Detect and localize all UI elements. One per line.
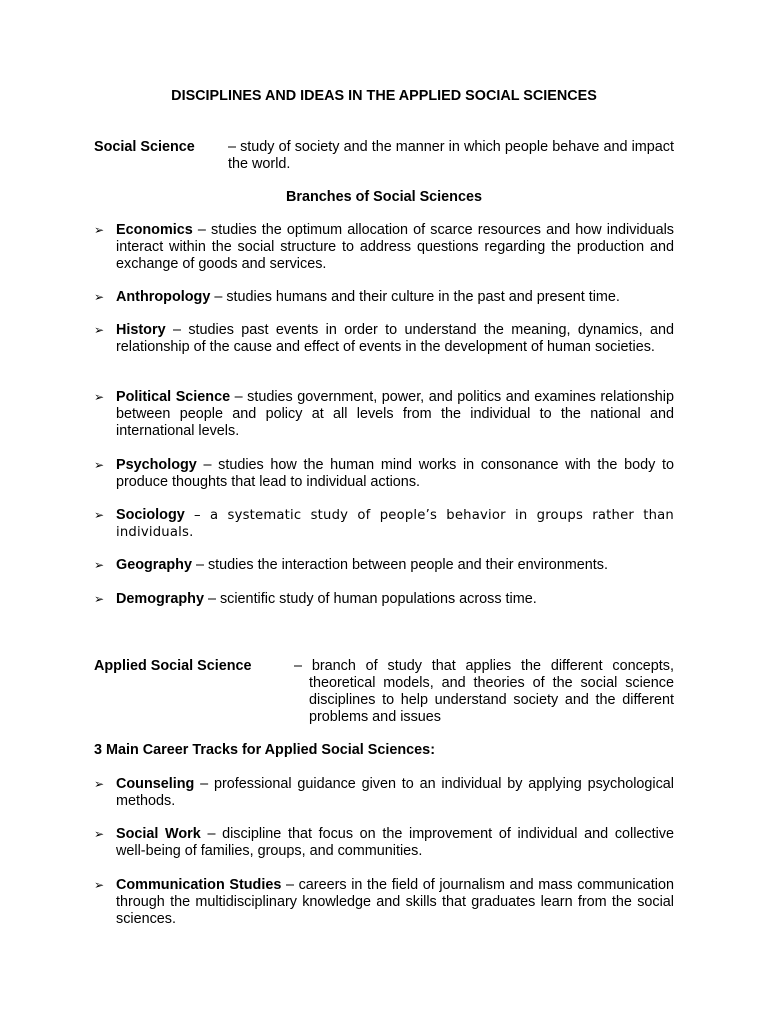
arrow-bullet-icon: ➢ (94, 878, 105, 892)
branch-sociology: Sociology – a systematic study of people’s behavior in groups rather than individuals. (116, 507, 674, 540)
list-item (94, 507, 674, 541)
arrow-bullet-icon: ➢ (94, 223, 105, 237)
branch-economics: Economics – studies the optimum allocation of scarce resources and how individuals interact within the social structure to address questions regarding the production and exchange of goods and services. (116, 222, 674, 272)
career-social-work: Social Work – discipline that focus on the improvement of individual and collective well-being of families, groups, and communities. (116, 826, 675, 859)
social-science-term: Social Science (94, 139, 195, 155)
arrow-bullet-icon: ➢ (94, 827, 105, 841)
list-item (94, 322, 674, 356)
arrow-bullet-icon: ➢ (94, 290, 105, 304)
branch-history: History – studies past events in order to understand the meaning, dynamics, and relationship of the cause and effect of events in the development of human societies. (116, 322, 674, 355)
arrow-bullet-icon: ➢ (94, 508, 105, 522)
document-title: DISCIPLINES AND IDEAS IN THE APPLIED SOCIAL SCIENCES (171, 88, 597, 104)
branch-geography: Geography – studies the interaction between people and their environments. (116, 557, 608, 573)
branch-anthropology: Anthropology – studies humans and their culture in the past and present time. (116, 289, 620, 305)
social-science-definition (94, 139, 674, 173)
arrow-bullet-icon: ➢ (94, 777, 105, 791)
branch-psychology: Psychology – studies how the human mind works in consonance with the body to produce thoughts that lead to individual actions. (116, 457, 674, 490)
career-communication-studies: Communication Studies – careers in the field of journalism and mass communication through the multidisciplinary knowledge and skills that graduates learn from the social sciences. (116, 877, 674, 927)
branches-heading: Branches of Social Sciences (286, 189, 482, 205)
arrow-bullet-icon: ➢ (94, 558, 105, 572)
list-item (94, 776, 674, 810)
list-item (94, 877, 674, 928)
list-item (94, 826, 674, 860)
applied-social-science-text: – branch of study that applies the different concepts, theoretical models, and theories of the social science disciplines to help understand society and the different problems and issues (294, 658, 674, 725)
arrow-bullet-icon: ➢ (94, 390, 105, 404)
list-item (94, 591, 674, 608)
branch-demography: Demography – scientific study of human populations across time. (116, 591, 537, 607)
career-tracks-heading: 3 Main Career Tracks for Applied Social Sciences: (94, 742, 435, 758)
social-science-text: – study of society and the manner in which people behave and impact the world. (228, 139, 674, 172)
arrow-bullet-icon: ➢ (94, 323, 105, 337)
arrow-bullet-icon: ➢ (94, 458, 105, 472)
branch-political-science: Political Science – studies government, power, and politics and examines relationship between people and policy at all levels from the individual to the national and international levels. (116, 389, 674, 439)
applied-social-science-definition (94, 658, 674, 726)
list-item (94, 389, 674, 440)
list-item (94, 289, 674, 306)
career-counseling: Counseling – professional guidance given to an individual by applying psychological methods. (116, 776, 674, 809)
arrow-bullet-icon: ➢ (94, 592, 105, 606)
list-item (94, 222, 674, 273)
list-item (94, 457, 674, 491)
list-item (94, 557, 674, 574)
applied-social-science-term: Applied Social Science (94, 658, 252, 674)
